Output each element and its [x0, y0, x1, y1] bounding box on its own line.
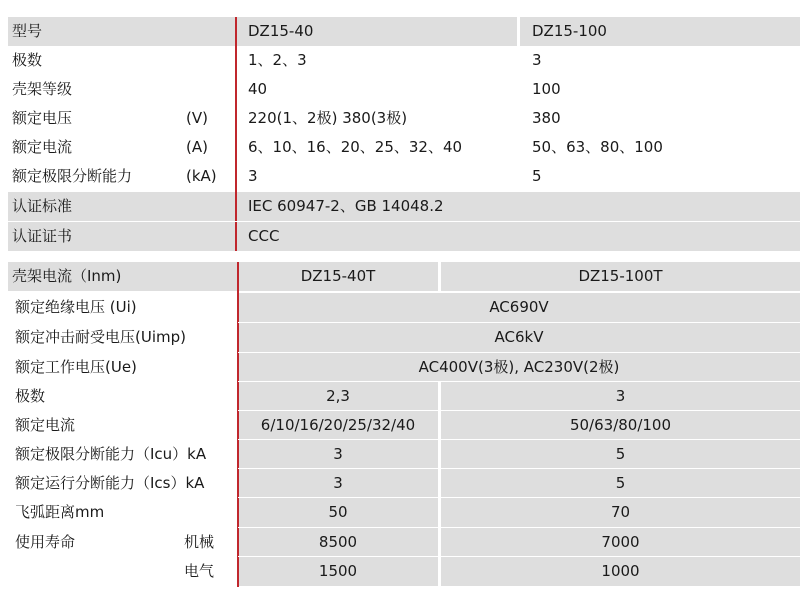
row-value-dz15-40t: 2,3 — [238, 382, 438, 411]
row-label: 额定电流 — [15, 416, 76, 434]
row-unit: (A) — [186, 138, 208, 156]
row-value-dz15-40: 6、10、16、20、25、32、40 — [248, 138, 463, 156]
row-label: 额定电流 — [12, 138, 73, 156]
header-model-dz15-40: DZ15-40 — [236, 17, 518, 46]
table2-header-row — [8, 262, 800, 291]
row-value-dz15-100t: 5 — [441, 469, 800, 498]
row-value-dz15-100t: 50/63/80/100 — [441, 411, 800, 440]
life-mech-label: 机械 — [184, 533, 215, 551]
row-label: 额定极限分断能力（Icu）kA — [15, 445, 207, 463]
column-divider — [438, 262, 441, 293]
table2-row — [8, 440, 800, 469]
row-value-dz15-40t: 50 — [238, 498, 438, 527]
row-label: 额定工作电压(Ue) — [15, 358, 137, 376]
table1-row — [8, 133, 800, 162]
column-divider — [438, 382, 441, 587]
row-label: 额定电压 — [12, 109, 73, 127]
life-mech-dz15-40t: 8500 — [238, 528, 438, 557]
table2-row — [8, 382, 800, 411]
red-column-rule — [237, 262, 239, 587]
table2-life-mech-row — [8, 528, 800, 557]
table2-row — [8, 498, 800, 527]
column-divider — [517, 17, 520, 46]
table1-standard-row — [8, 192, 800, 221]
table1-header-row — [8, 17, 800, 46]
life-elec-dz15-100t: 1000 — [441, 557, 800, 586]
row-value-dz15-100t: 3 — [441, 382, 800, 411]
table1-row — [8, 162, 800, 191]
row-label: 飞弧距离mm — [15, 503, 105, 521]
table1-certificate-row — [8, 222, 800, 251]
row-label: 极数 — [15, 387, 46, 405]
row-value-dz15-100: 5 — [532, 167, 542, 185]
row-value-dz15-40: 1、2、3 — [248, 51, 307, 69]
spec-table-dz15 — [8, 17, 800, 251]
row-value-dz15-100: 100 — [532, 80, 561, 98]
table2-merged-row — [8, 293, 800, 322]
table1-row — [8, 46, 800, 75]
row-value-dz15-100: 50、63、80、100 — [532, 138, 663, 156]
row-value-dz15-100: 3 — [532, 51, 542, 69]
life-mech-dz15-100t: 7000 — [441, 528, 800, 557]
row-merged-value: AC690V — [238, 293, 800, 322]
table2-row — [8, 411, 800, 440]
row-unit: (kA) — [186, 167, 217, 185]
row-value-dz15-100: 380 — [532, 109, 561, 127]
row-value-dz15-100t: 5 — [441, 440, 800, 469]
table2-life-elec-row — [8, 557, 800, 586]
standard-value: IEC 60947-2、GB 14048.2 — [236, 192, 800, 221]
row-label: 极数 — [12, 51, 43, 69]
row-value-dz15-100t: 70 — [441, 498, 800, 527]
header-frame-current-label: 壳架电流（Inm) — [8, 262, 238, 291]
row-label: 额定极限分断能力 — [12, 167, 133, 185]
standard-label: 认证标准 — [8, 192, 236, 221]
row-unit: (V) — [186, 109, 208, 127]
row-separator — [8, 221, 800, 222]
row-merged-value: AC6kV — [238, 323, 800, 352]
header-model-dz15-40t: DZ15-40T — [238, 262, 438, 291]
header-model-dz15-100: DZ15-100 — [520, 17, 800, 46]
header-model-dz15-100t: DZ15-100T — [441, 262, 800, 291]
row-label: 额定冲击耐受电压(Uimp) — [15, 328, 186, 346]
row-value-dz15-40: 220(1、2极) 380(3极) — [248, 109, 408, 127]
life-elec-dz15-40t: 1500 — [238, 557, 438, 586]
header-model-label: 型号 — [8, 17, 236, 46]
row-value-dz15-40t: 3 — [238, 440, 438, 469]
table2-row — [8, 469, 800, 498]
row-value-dz15-40: 40 — [248, 80, 268, 98]
table2-merged-row — [8, 353, 800, 382]
table1-row — [8, 75, 800, 104]
row-label: 额定绝缘电压 (Ui) — [15, 298, 137, 316]
red-column-rule — [235, 17, 237, 251]
life-elec-label: 电气 — [184, 562, 215, 580]
life-label: 使用寿命 — [15, 533, 76, 551]
row-value-dz15-40: 3 — [248, 167, 258, 185]
row-value-dz15-40t: 6/10/16/20/25/32/40 — [238, 411, 438, 440]
table2-merged-row — [8, 323, 800, 352]
row-label: 额定运行分断能力（Ics）kA — [15, 474, 205, 492]
certificate-label: 认证证书 — [8, 222, 236, 251]
row-value-dz15-40t: 3 — [238, 469, 438, 498]
spec-table-dz15t — [8, 262, 800, 587]
certificate-value: CCC — [236, 222, 800, 251]
row-label: 壳架等级 — [12, 80, 73, 98]
row-merged-value: AC400V(3极), AC230V(2极) — [238, 353, 800, 382]
table1-row — [8, 104, 800, 133]
